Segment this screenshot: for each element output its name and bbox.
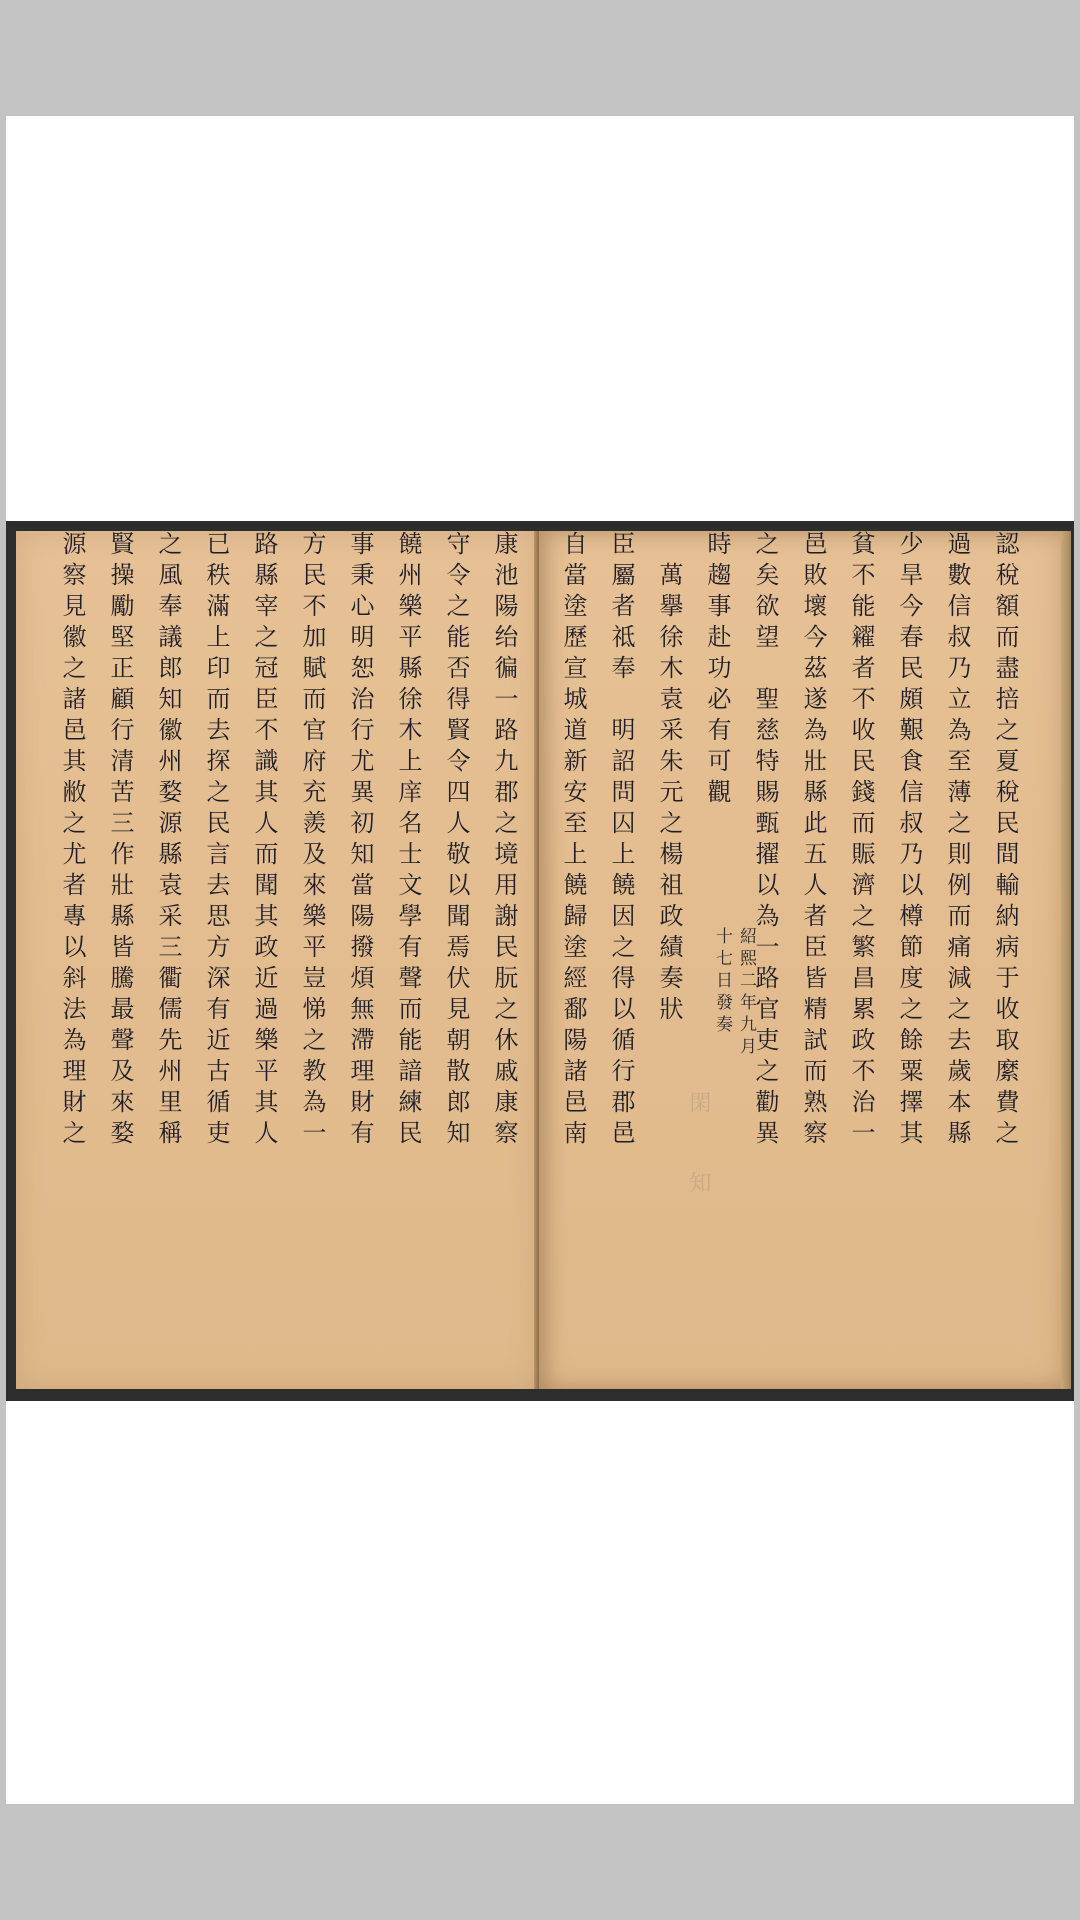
text-column: 萬擧徐木袁采朱元之楊祖政績奏狀 — [655, 531, 683, 1027]
date-note: 紹熙二年九月 — [736, 927, 756, 1059]
text-column: 認稅額而盡掊之夏稅民間輸納病于收取縻費之 — [991, 531, 1019, 1151]
text-column: 之矣欲望 聖慈特賜甄擢以為一路官吏之勸異 — [751, 531, 779, 1151]
bleed-through-text: 閑 — [686, 1091, 711, 1122]
text-column: 臣屬者祗奉 明詔問囚上饒因之得以循行郡邑 — [607, 531, 635, 1151]
text-column: 事秉心明恕治行尤異初知當陽撥煩無滯理財有 — [346, 531, 374, 1151]
text-column: 少旱今春民頗艱食信叔乃以樽節度之餘粟擇其 — [895, 531, 923, 1151]
text-column: 康池陽绐徧一路九郡之境用謝民朊之休戚康察 — [490, 531, 518, 1151]
right-page — [539, 531, 1061, 1389]
text-column: 源察見徽之諸邑其敝之尤者專以斜法為理財之 — [58, 531, 86, 1151]
book-scan — [6, 521, 1074, 1401]
text-column: 方民不加賦而官府充羨及來樂平豈悌之教為一 — [298, 531, 326, 1151]
text-column: 過數信叔乃立為至薄之則例而痛減之去歲本縣 — [943, 531, 971, 1151]
text-column: 邑敗壞今茲遂為壯縣此五人者臣皆精試而熟察 — [799, 531, 827, 1151]
date-note: 十七日發奏 — [712, 927, 732, 1037]
text-column: 自當塗歷宣城道新安至上饒歸塗經鄱陽諸邑南 — [559, 531, 587, 1151]
text-column: 貧不能糴者不收民錢而賑濟之繁昌累政不治一 — [847, 531, 875, 1151]
bleed-through-text: 知 — [686, 1171, 711, 1202]
text-column: 已秩滿上印而去探之民言去思方深有近古循吏 — [202, 531, 230, 1151]
left-page — [16, 531, 539, 1389]
text-column: 之風奉議郎知徽州婺源縣袁采三衢儒先州里稱 — [154, 531, 182, 1151]
text-column: 饒州樂平縣徐木上庠名士文學有聲而能諳練民 — [394, 531, 422, 1151]
page-frame — [6, 116, 1074, 1804]
text-column: 時趨事赴功必有可觀 — [703, 531, 731, 810]
text-column: 守令之能否得賢令四人敬以聞焉伏見朝散郎知 — [442, 531, 470, 1151]
text-column: 賢操勵堅正顧行清苦三作壯縣皆騰最聲及來婺 — [106, 531, 134, 1151]
text-column: 路縣宰之冠臣不識其人而聞其政近過樂平其人 — [250, 531, 278, 1151]
